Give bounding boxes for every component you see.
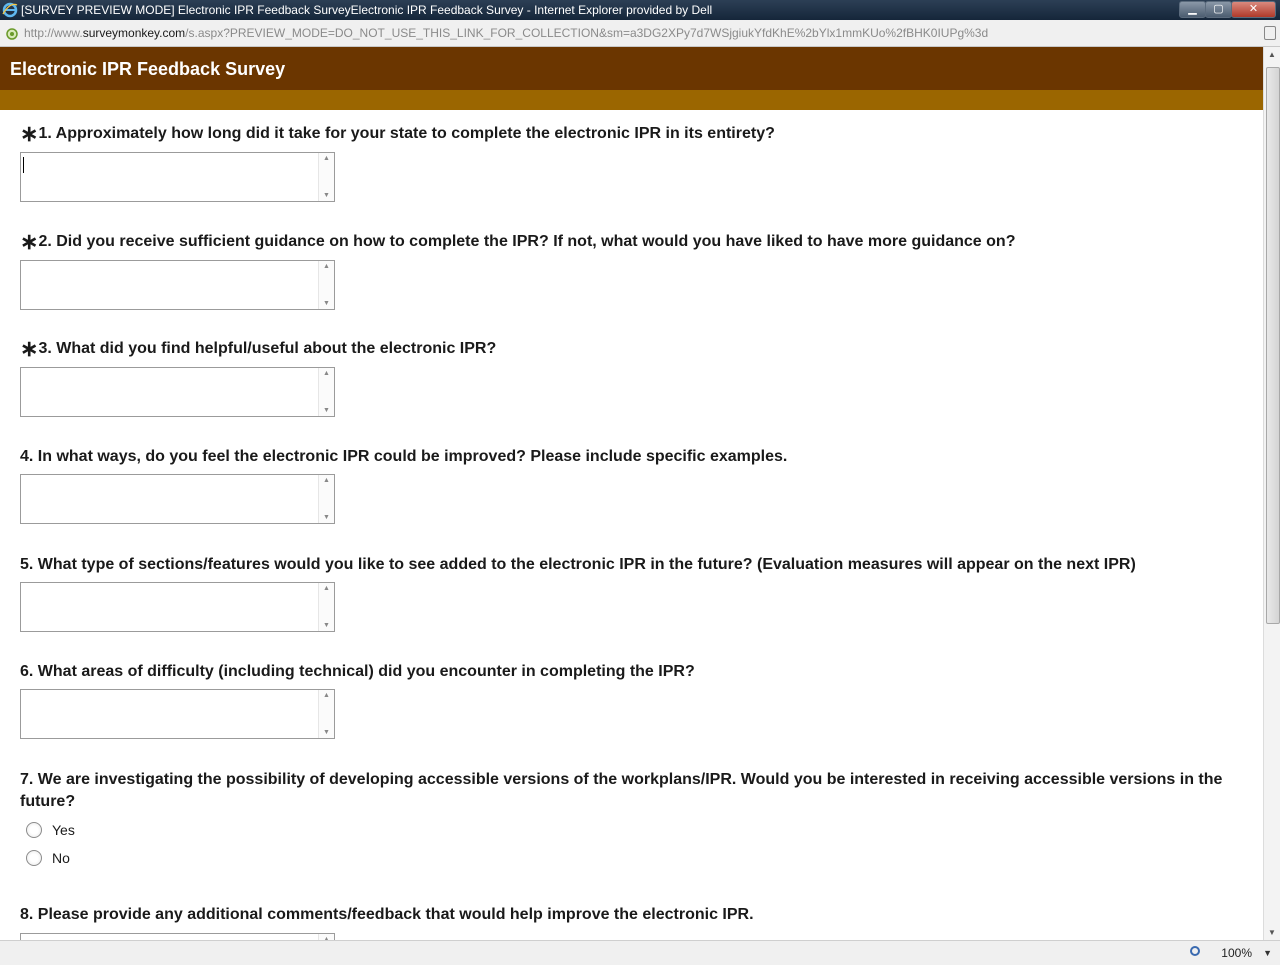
page-scrollbar[interactable] — [1263, 47, 1280, 940]
textarea-scrollbar[interactable] — [318, 690, 334, 738]
scroll-up-arrow-icon[interactable]: ▲ — [323, 585, 330, 592]
answer-3-textarea[interactable] — [20, 367, 335, 417]
survey-header — [0, 47, 1263, 90]
scroll-down-arrow-icon[interactable]: ▼ — [323, 300, 330, 307]
page-content — [0, 47, 1263, 940]
scroll-up-arrow-icon[interactable]: ▲ — [323, 370, 330, 377]
radio-button[interactable] — [26, 822, 42, 838]
scroll-down-arrow-icon[interactable]: ▼ — [1268, 928, 1276, 937]
address-bar[interactable] — [0, 20, 1280, 47]
url-path: /s.aspx?PREVIEW_MODE=DO_NOT_USE_THIS_LINK_FOR_COLLECTION&sm=a3DG2XPy7d7WSjgiukYfdKhE%2bYlx1mmKUo%2fBHK0IUPg%3d — [185, 26, 989, 40]
question-2-label: 2. Did you receive sufficient guidance on how to complete the IPR? If not, what would you have liked to have more guidance on? — [38, 233, 1016, 250]
question-6 — [20, 661, 1233, 683]
textarea-scrollbar[interactable] — [318, 583, 334, 631]
question-2 — [20, 231, 1233, 253]
required-asterisk-icon: ∗ — [20, 229, 39, 254]
answer-8-textarea[interactable] — [20, 933, 335, 940]
text-cursor — [23, 157, 24, 173]
scroll-down-arrow-icon[interactable]: ▼ — [323, 729, 330, 736]
header-accent-bar — [0, 90, 1263, 110]
question-5-label: 5. What type of sections/features would you like to see added to the electronic IPR in the future? (Evaluation measures will appear on the next IPR) — [20, 556, 1136, 573]
page-menu-icon[interactable] — [1264, 26, 1276, 40]
zoom-dropdown-icon[interactable]: ▼ — [1263, 948, 1272, 958]
textarea-scrollbar[interactable] — [318, 261, 334, 309]
url-domain: surveymonkey.com — [82, 26, 186, 40]
textarea-scrollbar[interactable] — [318, 368, 334, 416]
question-8-label: 8. Please provide any additional comments/feedback that would help improve the electronic IPR. — [20, 906, 754, 923]
radio-option-no[interactable] — [26, 850, 70, 866]
question-4-label: 4. In what ways, do you feel the electronic IPR could be improved? Please include specific examples. — [20, 448, 788, 465]
required-asterisk-icon: ∗ — [20, 336, 39, 361]
scroll-up-arrow-icon[interactable]: ▲ — [323, 263, 330, 270]
question-3-label: 3. What did you find helpful/useful about the electronic IPR? — [38, 340, 497, 357]
scroll-down-arrow-icon[interactable]: ▼ — [323, 622, 330, 629]
answer-4-textarea[interactable] — [20, 474, 335, 524]
zoom-icon[interactable] — [1190, 946, 1200, 956]
survey-title: Electronic IPR Feedback Survey — [10, 59, 286, 79]
answer-1-textarea[interactable] — [20, 152, 335, 202]
question-8 — [20, 904, 1233, 926]
scroll-down-arrow-icon[interactable]: ▼ — [323, 407, 330, 414]
radio-label-yes: Yes — [52, 822, 75, 838]
minimize-button[interactable]: ▁ — [1179, 1, 1206, 18]
question-3 — [20, 338, 1233, 360]
url-prefix: http://www. — [24, 26, 83, 40]
question-1-label: 1. Approximately how long did it take for your state to complete the electronic IPR in its entirety? — [38, 125, 775, 142]
scrollbar-thumb[interactable] — [1266, 67, 1280, 624]
textarea-scrollbar[interactable] — [318, 475, 334, 523]
radio-button[interactable] — [26, 850, 42, 866]
answer-5-textarea[interactable] — [20, 582, 335, 632]
required-asterisk-icon: ∗ — [20, 121, 39, 146]
surveymonkey-favicon-icon — [4, 25, 20, 41]
window-title: [SURVEY PREVIEW MODE] Electronic IPR Feedback SurveyElectronic IPR Feedback Survey - Internet Explorer provided by Dell — [21, 3, 713, 17]
radio-label-no: No — [52, 850, 70, 866]
internet-explorer-icon — [2, 2, 18, 18]
question-6-label: 6. What areas of difficulty (including technical) did you encounter in completing the IPR? — [20, 663, 695, 680]
answer-6-textarea[interactable] — [20, 689, 335, 739]
question-1 — [20, 123, 1233, 145]
window-title-bar — [0, 0, 1280, 20]
scroll-up-arrow-icon[interactable]: ▲ — [323, 155, 330, 162]
question-7-label: 7. We are investigating the possibility of developing accessible versions of the workplans/IPR. Would you be interested in receiving accessible versions in the future? — [20, 771, 1223, 810]
question-7 — [20, 769, 1233, 813]
address-url[interactable] — [24, 26, 988, 40]
question-4 — [20, 446, 1233, 468]
scroll-up-arrow-icon[interactable]: ▲ — [1268, 50, 1276, 59]
close-button[interactable]: ✕ — [1231, 1, 1276, 18]
scroll-up-arrow-icon[interactable]: ▲ — [323, 477, 330, 484]
status-bar — [0, 940, 1280, 965]
maximize-button[interactable]: ▢ — [1205, 1, 1232, 18]
window-controls — [1180, 1, 1276, 17]
radio-option-yes[interactable] — [26, 822, 75, 838]
answer-2-textarea[interactable] — [20, 260, 335, 310]
scroll-up-arrow-icon[interactable]: ▲ — [323, 936, 330, 940]
scroll-down-arrow-icon[interactable]: ▼ — [323, 192, 330, 199]
textarea-scrollbar[interactable] — [318, 153, 334, 201]
zoom-level[interactable]: 100% — [1221, 946, 1252, 960]
scroll-down-arrow-icon[interactable]: ▼ — [323, 514, 330, 521]
scroll-up-arrow-icon[interactable]: ▲ — [323, 692, 330, 699]
question-5 — [20, 554, 1233, 576]
